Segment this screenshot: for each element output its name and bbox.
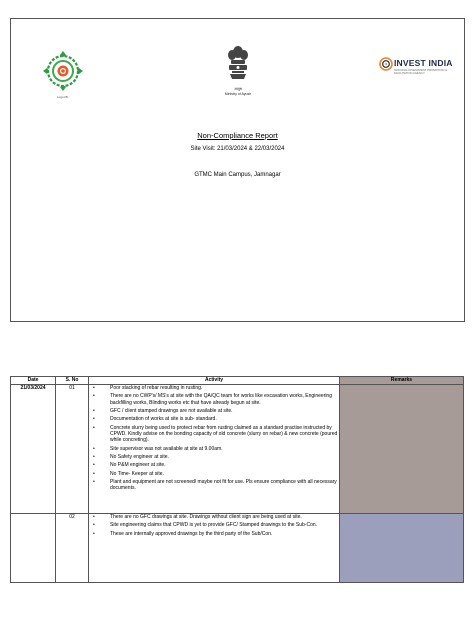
remarks-cell: [340, 385, 464, 514]
invest-india-logo: [379, 57, 459, 81]
green-leaf-logo: [39, 49, 87, 103]
bullet: •: [93, 393, 95, 400]
item-text: Poor stacking of rebar resulting in rusting.: [110, 385, 203, 391]
list-item: [89, 514, 339, 520]
item-text: No P&M engineer at site.: [110, 462, 166, 469]
item-text: GFC / client stamped drawings are not available at site.: [110, 407, 233, 414]
table-header-row: [11, 377, 464, 385]
item-text: Documentation of works at site is sub- standard.: [110, 416, 217, 423]
bullet: •: [93, 424, 95, 431]
table-row: [11, 385, 464, 514]
list-item: [89, 522, 339, 528]
list-item: [89, 416, 339, 422]
brand-tagline: NATIONAL INVESTMENT PROMOTION & FACILITATION AGENCY: [394, 68, 448, 75]
remarks-header: Remarks: [340, 377, 464, 385]
invest-india-mark-icon: [379, 57, 393, 71]
item-text: No Safety engineer at site.: [110, 453, 169, 460]
sno-header: S. No: [56, 377, 89, 385]
ministry-caption: Ministry of Ayush: [224, 92, 252, 96]
table-row: [11, 514, 464, 583]
list-item: [89, 408, 339, 414]
date-header: Date: [11, 377, 56, 385]
bullet: •: [93, 470, 95, 477]
item-text: Site engineering claims that CPWD is yet to provide GFC/ Stamped drawings to the Sub-Con.: [110, 522, 318, 529]
bullet: •: [93, 416, 95, 423]
activity-header: Activity: [89, 377, 340, 385]
item-text: Plant and equipment are not screened/ maybe not fit for use. Pls ensure compliance with all necessary documents.: [110, 479, 337, 492]
list-item: [89, 385, 339, 391]
list-item: [89, 425, 339, 444]
row-date: 21/03/2024: [11, 385, 56, 514]
item-text: Site supervisor was not available at site at 9.00am.: [110, 445, 223, 452]
activity-cell: [89, 514, 340, 583]
activity-cell: [89, 385, 340, 514]
bullet: •: [93, 530, 95, 537]
national-emblem: [223, 45, 253, 107]
item-text: No Time- Keeper at site.: [110, 470, 164, 477]
cover-page: [10, 18, 465, 322]
bullet: •: [93, 479, 95, 486]
brand-name: INVEST INDIA: [394, 58, 453, 68]
item-text: Concrete slurry being used to protect rebar from rusting claimed as a standard practise instructed by CPWD. Kindly advise on the bonding capacity of old concrete (slurry on rebar) & new concrete (poured while concreting).: [110, 424, 338, 444]
list-item: [89, 471, 339, 477]
bullet: •: [93, 514, 95, 520]
bullet: •: [93, 445, 95, 452]
row-sno: 01: [56, 385, 89, 514]
bullet: •: [93, 522, 95, 529]
bullet: •: [93, 407, 95, 414]
bullet: •: [93, 453, 95, 460]
list-item: [89, 446, 339, 452]
site-visit-dates: Site Visit: 21/03/2024 & 22/03/2024: [190, 146, 285, 152]
list-item: [89, 454, 339, 460]
item-text: There are no GFC drawings at site. Drawings without client sign are being used at site.: [110, 514, 302, 520]
list-item: [89, 531, 339, 537]
bullet: •: [93, 385, 95, 391]
campus-name: GTMC Main Campus, Jamnagar: [194, 172, 281, 178]
non-compliance-table: [10, 376, 464, 583]
item-text: These are internally approved drawings by the third party of the Sub/Con.: [110, 530, 273, 537]
list-item: [89, 393, 339, 405]
remarks-cell: [340, 514, 464, 583]
row-date: [11, 514, 56, 583]
row-sno: 02: [56, 514, 89, 583]
item-text: There are no CWP's/ MS's at site with the QA/QC team for works like excavation works, Engineering backfilling works, Blinding works etc that have already begun at site.: [110, 393, 332, 406]
left-logo-caption: Logo Pb.: [56, 95, 69, 99]
lion-capital-icon: [226, 45, 250, 81]
report-title: Non-Compliance Report: [197, 131, 278, 140]
list-item: [89, 462, 339, 468]
emblem-caption-hindi: आयुष: [234, 87, 242, 91]
bullet: •: [93, 462, 95, 469]
list-item: [89, 479, 339, 491]
